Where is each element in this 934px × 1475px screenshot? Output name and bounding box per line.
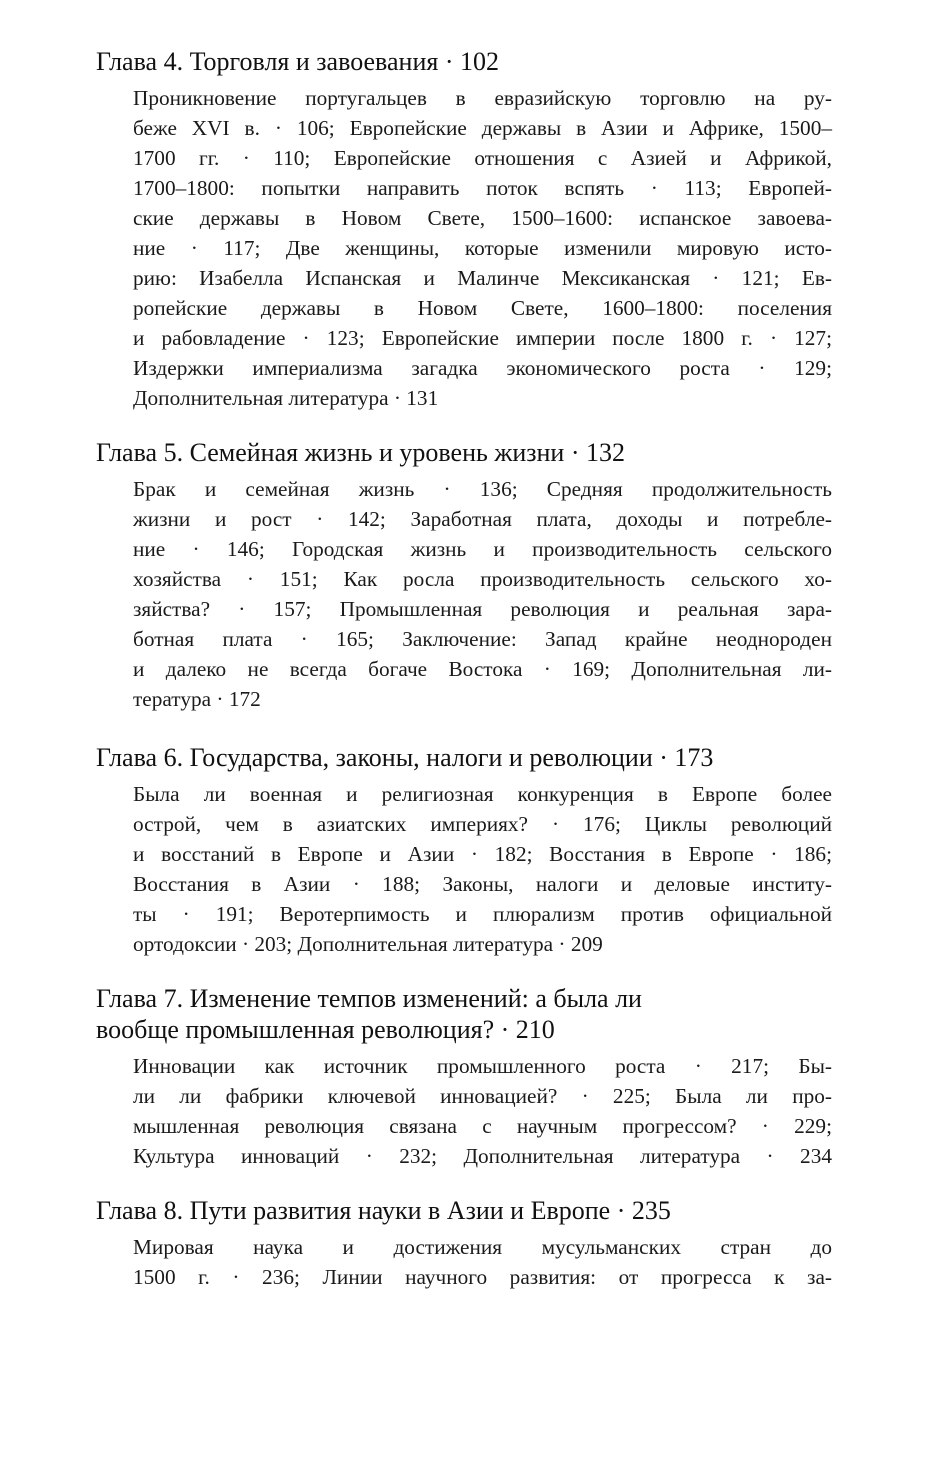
- chapter-7-entry: [96, 983, 832, 1171]
- toc-line: ботная плата · 165; Заключение: Запад крайне неоднороден: [133, 627, 832, 651]
- toc-line: Была ли военная и религиозная конкуренция в Европе более: [133, 782, 832, 806]
- toc-line: Культура инноваций · 232; Дополнительная литература · 234: [133, 1144, 832, 1168]
- chapter-8-entry: [96, 1195, 832, 1292]
- toc-line: мышленная революция связана с научным прогрессом? · 229;: [133, 1114, 832, 1138]
- chapter-7-heading-line: вообще промышленная революция? · 210: [96, 1015, 555, 1044]
- chapter-4-contents: [133, 83, 832, 413]
- toc-line: и далеко не всегда богаче Востока · 169; Дополнительная ли-: [133, 657, 832, 681]
- toc-line: Мировая наука и достижения мусульманских стран до: [133, 1235, 832, 1259]
- toc-line: жизни и рост · 142; Заработная плата, доходы и потребле-: [133, 507, 832, 531]
- toc-line: Проникновение португальцев в евразийскую торговлю на ру-: [133, 86, 832, 110]
- toc-line: Дополнительная литература · 131: [133, 386, 439, 410]
- chapter-7-heading: [96, 983, 832, 1045]
- toc-line: ты · 191; Веротерпимость и плюрализм против официальной: [133, 902, 832, 926]
- toc-line: 1700 гг. · 110; Европейские отношения с Азией и Африкой,: [133, 146, 832, 170]
- toc-line: острой, чем в азиатских империях? · 176; Циклы революций: [133, 812, 832, 836]
- toc-line: рию: Изабелла Испанская и Малинче Мексиканская · 121; Ев-: [133, 266, 832, 290]
- chapter-8-contents: [133, 1232, 832, 1292]
- toc-line: Издержки империализма загадка экономического роста · 129;: [133, 356, 832, 380]
- chapter-6-contents: [133, 779, 832, 959]
- chapter-7-heading-line: Глава 7. Изменение темпов изменений: а была ли: [96, 984, 642, 1013]
- chapter-4-entry: [96, 46, 832, 413]
- toc-line: Восстания в Азии · 188; Законы, налоги и деловые институ-: [133, 872, 832, 896]
- toc-line: и восстаний в Европе и Азии · 182; Восстания в Европе · 186;: [133, 842, 832, 866]
- toc-line: ские державы в Новом Свете, 1500–1600: испанское завоева-: [133, 206, 832, 230]
- toc-line: Брак и семейная жизнь · 136; Средняя продолжительность: [133, 477, 832, 501]
- chapter-6-entry: [96, 742, 832, 959]
- chapter-4-heading: Глава 4. Торговля и завоевания · 102: [96, 47, 499, 76]
- toc-line: ропейские державы в Новом Свете, 1600–1800: поселения: [133, 296, 832, 320]
- toc-line: 1500 г. · 236; Линии научного развития: от прогресса к за-: [133, 1265, 832, 1289]
- toc-line: ортодоксии · 203; Дополнительная литература · 209: [133, 932, 603, 956]
- toc-line: 1700–1800: попытки направить поток вспять · 113; Европей-: [133, 176, 832, 200]
- toc-line: и рабовладение · 123; Европейские империи после 1800 г. · 127;: [133, 326, 832, 350]
- chapter-8-heading: Глава 8. Пути развития науки в Азии и Европе · 235: [96, 1196, 671, 1225]
- toc-line: тература · 172: [133, 687, 261, 711]
- toc-line: хозяйства · 151; Как росла производительность сельского хо-: [133, 567, 832, 591]
- toc-line: зяйства? · 157; Промышленная революция и реальная зара-: [133, 597, 832, 621]
- toc-line: ние · 146; Городская жизнь и производительность сельского: [133, 537, 832, 561]
- toc-line: Инновации как источник промышленного роста · 217; Бы-: [133, 1054, 832, 1078]
- toc-line: беже XVI в. · 106; Европейские державы в Азии и Африке, 1500–: [133, 116, 832, 140]
- chapter-5-contents: [133, 474, 832, 714]
- chapter-7-contents: [133, 1051, 832, 1171]
- chapter-6-heading: Глава 6. Государства, законы, налоги и революции · 173: [96, 743, 714, 772]
- chapter-5-heading: Глава 5. Семейная жизнь и уровень жизни · 132: [96, 438, 625, 467]
- chapter-5-entry: [96, 437, 832, 714]
- toc-line: ли ли фабрики ключевой инновацией? · 225; Была ли про-: [133, 1084, 832, 1108]
- toc-line: ние · 117; Две женщины, которые изменили мировую исто-: [133, 236, 832, 260]
